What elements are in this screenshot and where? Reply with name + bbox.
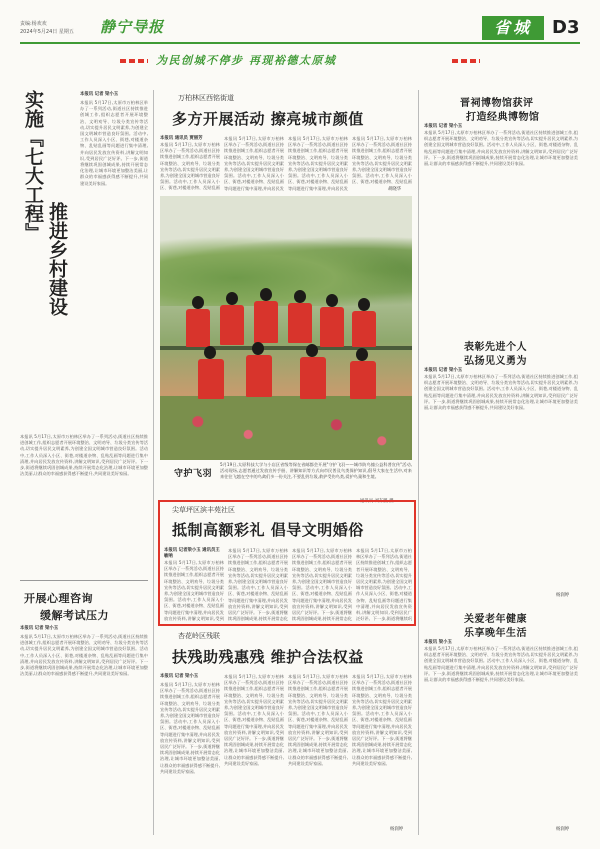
right-mid-title-a: 表彰先进个人	[464, 342, 527, 353]
left-headline-b: 推进乡村建设	[46, 202, 68, 316]
center-bottom-kicker: 杏花岭区残联	[178, 632, 220, 640]
center-top-body-2: 本报讯 5月17日,太原市万柏林区举办了一系列活动,街道社区持续推进创城工作,组织志愿者开展环境整治、文明劝导、垃圾分类宣传等活动,切实提升居民文明素养,为创建全国文明城市营造良好氛围。活动中,工作人员深入小区、街巷,对楼道杂物、乱贴乱画等问题进行集中清理,并向居民发	[224, 136, 284, 191]
center-bottom-title: 扶残助残惠残 维护合法权益	[172, 648, 364, 666]
volunteer-head	[204, 346, 216, 359]
right-mid-title-b: 弘扬见义勇为	[464, 356, 527, 367]
volunteer-shirt	[300, 357, 326, 399]
volunteer-head	[356, 348, 368, 361]
right-bottom-title-a: 关爱老年健康	[464, 614, 527, 625]
banner	[120, 50, 480, 72]
right-top-byline: 本报讯 记者 梁小玉	[424, 124, 463, 129]
photo-flowers	[160, 396, 412, 460]
right-top-body: 本报讯 5月17日,太原市万柏林区举办了一系列活动,街道社区持续推进创城工作,组织志愿者开展环境整治、文明劝导、垃圾分类宣传等活动,切实提升居民文明素养,为创建全国文明城市营造良好氛围。活动中,工作人员深入小区、街巷,对楼道杂物、乱贴乱画等问题进行集中清理,并向居民发放宣传资料,讲解文明知识,受到居民广泛好评。下一步,街道将继续巩固创城成果,持续开展常态化治理,让城市环境更加整洁美丽,让群众的幸福感获得感不断提升,共同建设美好家园。	[424, 130, 578, 167]
right-bottom-title-b: 乐享晚年生活	[464, 628, 527, 639]
left-body-1: 本报讯 5月17日,太原市万柏林区举办了一系列活动,街道社区持续推进创城工作,组织志愿者开展环境整治、文明劝导、垃圾分类宣传等活动,切实提升居民文明素养,为创建全国文明城市营造良好氛围。活动中,工作人员深入小区、街巷,对楼道杂物、乱贴乱画等问题进行集中清理,并向居民发放宣传资料,讲解文明知识,受到居民广泛好评。下一步,街道将继续巩固创城成果,持续开展常态化治理,让城市环境更加整洁美丽,让群众的幸福感获得感不断提升,共同建设美好家园。	[80, 100, 148, 186]
right-mid-byline: 本报讯 记者 梁小玉	[424, 368, 463, 373]
center-top-body-4: 本报讯 5月17日,太原市万柏林区举办了一系列活动,街道社区持续推进创城工作,组织志愿者开展环境整治、文明劝导、垃圾分类宣传等活动,切实提升居民文明素养,为创建全国文明城市营造良好氛围。活动中,工作人员深入小区、街巷,对楼道杂物、乱贴乱画	[352, 136, 412, 185]
center-mid-title: 抵制高额彩礼 倡导文明婚俗	[172, 521, 364, 539]
masthead	[20, 14, 580, 50]
center-mid-body-3: 本报讯 5月17日,太原市万柏林区举办了一系列活动,街道社区持续推进创城工作,组织志愿者开展环境整治、文明劝导、垃圾分类宣传等活动,切实提升居民文明素养,为创建全国文明城市营造良好氛围。活动中,工作人员深入小区、街巷,对楼道杂物、乱贴乱画等问题进行集中清理,并向居民发放宣传资料,讲解文明知识,受到居民广泛好评。下一步,街道将继续巩固创城成果,持续开展常态化	[292, 548, 352, 622]
center-mid-byline: 本报讯 记者梁小玉 通讯员王敏响	[164, 548, 220, 559]
column-rule-left	[153, 90, 154, 835]
volunteer-shirt	[220, 305, 244, 345]
left-bottom-byline: 本报讯 记者 梁小玉	[20, 626, 59, 631]
header-rule	[20, 42, 580, 44]
volunteer-head	[226, 292, 238, 305]
center-top-author: 胡晓华	[388, 187, 402, 192]
volunteer-shirt	[254, 301, 278, 343]
center-bottom-byline: 本报讯 记者 梁小玉	[160, 674, 199, 679]
center-mid-body-2: 本报讯 5月17日,太原市万柏林区举办了一系列活动,街道社区持续推进创城工作,组织志愿者开展环境整治、文明劝导、垃圾分类宣传等活动,切实提升居民文明素养,为创建全国文明城市营造良好氛围。活动中,工作人员深入小区、街巷,对楼道杂物、乱贴乱画等问题进行集中清理,并向居民发放宣传资料,讲解文明知识,受到居民广泛好评。下一步,街道将继续巩固创城成果,持续开展常态化	[228, 548, 288, 622]
paper-name: 静宁导报	[100, 18, 165, 36]
volunteer-shirt	[198, 359, 224, 399]
center-top-byline: 本报讯 通讯员 贾丽芳	[160, 136, 203, 141]
center-top-body-1: 本报讯 5月17日,太原市万柏林区举办了一系列活动,街道社区持续推进创城工作,组织志愿者开展环境整治、文明劝导、垃圾分类宣传等活动,切实提升居民文明素养,为创建全国文明城市营造良好氛围。活动中,工作人员深入小区、街巷,对楼道杂物、乱贴乱画	[160, 142, 220, 191]
right-mid-author: 杨润婷	[556, 593, 570, 598]
left-headline-a: 实施『七大工程』	[22, 90, 44, 242]
right-top-title-a: 晋祠博物馆获评	[460, 98, 534, 109]
right-mid-body: 本报讯 5月17日,太原市万柏林区举办了一系列活动,街道社区持续推进创城工作,组织志愿者开展环境整治、文明劝导、垃圾分类宣传等活动,切实提升居民文明素养,为创建全国文明城市营造良好氛围。活动中,工作人员深入小区、街巷,对楼道杂物、乱贴乱画等问题进行集中清理,并向居民发放宣传资料,讲解文明知识,受到居民广泛好评。下一步,街道将继续巩固创城成果,持续开展常态化治理,让城市环境更加整洁美丽,让群众的幸福感获得感不断提升,共同建设美好家园。	[424, 374, 578, 411]
volunteer-shirt	[246, 355, 272, 397]
volunteer-head	[306, 344, 318, 357]
photo-caption-text: 5月19日,太原科技大学与小店区省级等保在省邮都会开展"守护飞羽——城市防鸟撞公益科普宣传"活动,活动现场,志愿者通过发放宣传手册、讲解知识等方式向市民普及鸟类保护知识,倡导大家在生活中,对来来往往飞越在空中的鸟禽们多一份关注,不要乱扔垃圾,救护受伤鸟类,爱护鸟巢和生境。	[220, 462, 412, 480]
volunteer-shirt	[320, 307, 344, 347]
center-bottom-author: 杨润婷	[390, 827, 404, 832]
volunteers-photo	[160, 196, 412, 460]
volunteer-head	[192, 296, 204, 309]
left-divider	[20, 580, 148, 581]
left-headline	[20, 90, 70, 430]
volunteer-shirt	[350, 361, 376, 399]
center-top-title: 多方开展活动 擦亮城市颜值	[172, 110, 364, 128]
center-top-kicker: 万柏林区西铭街道	[178, 94, 234, 102]
right-bottom-body: 本报讯 5月17日,太原市万柏林区举办了一系列活动,街道社区持续推进创城工作,组织志愿者开展环境整治、文明劝导、垃圾分类宣传等活动,切实提升居民文明素养,为创建全国文明城市营造良好氛围。活动中,工作人员深入小区、街巷,对楼道杂物、乱贴乱画等问题进行集中清理,并向居民发放宣传资料,讲解文明知识,受到居民广泛好评。下一步,街道将继续巩固创城成果,持续开展常态化治理,让城市环境更加整洁美丽,让群众的幸福感获得感不断提升,共同建设美好家园。	[424, 646, 578, 683]
center-mid-body-1: 本报讯 5月17日,太原市万柏林区举办了一系列活动,街道社区持续推进创城工作,组织志愿者开展环境整治、文明劝导、垃圾分类宣传等活动,切实提升居民文明素养,为创建全国文明城市营造良好氛围。活动中,工作人员深入小区、街巷,对楼道杂物、乱贴乱画等问题进行集中清理,并向居民发放宣传资料,讲解文明知识,受到	[164, 560, 224, 621]
center-bottom-body-3: 本报讯 5月17日,太原市万柏林区举办了一系列活动,街道社区持续推进创城工作,组织志愿者开展环境整治、文明劝导、垃圾分类宣传等活动,切实提升居民文明素养,为创建全国文明城市营造良好氛围。活动中,工作人员深入小区、街巷,对楼道杂物、乱贴乱画等问题进行集中清理,并向居民发放宣传资料,讲解文明知识,受到居民广泛好评。下一步,街道将继续巩固创城成果,持续开展常态化治理,让城市环境更加整洁美丽,让群众的幸福感获得感不断提升,共同建设美好家园。	[288, 674, 348, 766]
banner-slogan: 为民创城不停步 再现裕德太原城	[156, 54, 337, 67]
volunteer-shirt	[352, 311, 376, 347]
center-mid-body-4: 本报讯 5月17日,太原市万柏林区举办了一系列活动,街道社区持续推进创城工作,组织志愿者开展环境整治、文明劝导、垃圾分类宣传等活动,切实提升居民文明素养,为创建全国文明城市营造良好氛围。活动中,工作人员深入小区、街巷,对楼道杂物、乱贴乱画等问题进行集中清理,并向居民发放宣传资料,讲解文明知识,受到居民广泛好评。下一步,街道将继续巩	[356, 548, 412, 622]
volunteer-head	[252, 342, 264, 355]
highlighted-article	[158, 500, 416, 626]
left-byline: 本报讯 记者 梁小玉	[80, 92, 119, 97]
center-mid-kicker: 尖草坪区滨丰苑社区	[172, 506, 235, 514]
volunteer-head	[294, 290, 306, 303]
center-bottom-body-2: 本报讯 5月17日,太原市万柏林区举办了一系列活动,街道社区持续推进创城工作,组织志愿者开展环境整治、文明劝导、垃圾分类宣传等活动,切实提升居民文明素养,为创建全国文明城市营造良好氛围。活动中,工作人员深入小区、街巷,对楼道杂物、乱贴乱画等问题进行集中清理,并向居民发放宣传资料,讲解文明知识,受到居民广泛好评。下一步,街道将继续巩固创城成果,持续开展常态化治理,让城市环境更加整洁美丽,让群众的幸福感获得感不断提升,共同建设美好家园。	[224, 674, 284, 766]
volunteer-head	[358, 298, 370, 311]
volunteer-head	[260, 288, 272, 301]
left-bottom-body: 本报讯 5月17日,太原市万柏林区举办了一系列活动,街道社区持续推进创城工作,组织志愿者开展环境整治、文明劝导、垃圾分类宣传等活动,切实提升居民文明素养,为创建全国文明城市营造良好氛围。活动中,工作人员深入小区、街巷,对楼道杂物、乱贴乱画等问题进行集中清理,并向居民发放宣传资料,讲解文明知识,受到居民广泛好评。下一步,街道将继续巩固创城成果,持续开展常态化治理,让城市环境更加整洁美丽,让群众的幸福感获得感不断提升,共同建设美好家园。	[20, 634, 148, 677]
center-bottom-body-4: 本报讯 5月17日,太原市万柏林区举办了一系列活动,街道社区持续推进创城工作,组织志愿者开展环境整治、文明劝导、垃圾分类宣传等活动,切实提升居民文明素养,为创建全国文明城市营造良好氛围。活动中,工作人员深入小区、街巷,对楼道杂物、乱贴乱画等问题进行集中清理,并向居民发放宣传资料,讲解文明知识,受到居民广泛好评。下一步,街道将继续巩固创城成果,持续开展常态化治理,让城市环境更加整洁美丽,让群众的幸福感获得感不断提升,共同建设美好家园。	[352, 674, 412, 766]
photo-caption-title: 守护飞羽	[174, 469, 213, 479]
volunteer-shirt	[186, 309, 210, 347]
right-bottom-byline: 本报讯 梁小玉	[424, 640, 452, 645]
section-name: 省城	[482, 16, 544, 40]
banner-stripes-right	[452, 59, 480, 63]
left-bottom-title: 开展心理咨询	[24, 592, 93, 605]
banner-stripes-left	[120, 59, 148, 63]
volunteer-shirt	[288, 303, 312, 343]
center-top-body-3: 本报讯 5月17日,太原市万柏林区举办了一系列活动,街道社区持续推进创城工作,组织志愿者开展环境整治、文明劝导、垃圾分类宣传等活动,切实提升居民文明素养,为创建全国文明城市营造良好氛围。活动中,工作人员深入小区、街巷,对楼道杂物、乱贴乱画等问题进行集中清理,并向居民发	[288, 136, 348, 191]
left-body-2: 本报讯 5月17日,太原市万柏林区举办了一系列活动,街道社区持续推进创城工作,组织志愿者开展环境整治、文明劝导、垃圾分类宣传等活动,切实提升居民文明素养,为创建全国文明城市营造良好氛围。活动中,工作人员深入小区、街巷,对楼道杂物、乱贴乱画等问题进行集中清理,并向居民发放宣传资料,讲解文明知识,受到居民广泛好评。下一步,街道将继续巩固创城成果,持续开展常态化治理,让城市环境更加整洁美丽,让群众的幸福感获得感不断提升,共同建设美好家园。	[20, 434, 148, 477]
photo-credit: 通讯员 刘东凯 摄	[360, 499, 394, 504]
editor-line: 责编:杨欢欢	[20, 21, 47, 27]
right-bottom-author: 杨润婷	[556, 827, 570, 832]
date-line: 2024年5月24日 星期五	[20, 29, 74, 35]
column-rule-right	[418, 90, 419, 835]
right-top-title-b: 打造经典博物馆	[466, 112, 540, 123]
volunteer-head	[326, 294, 338, 307]
page-number: D3	[552, 17, 580, 38]
left-bottom-subtitle: 缓解考试压力	[40, 609, 109, 622]
center-bottom-body-1: 本报讯 5月17日,太原市万柏林区举办了一系列活动,街道社区持续推进创城工作,组织志愿者开展环境整治、文明劝导、垃圾分类宣传等活动,切实提升居民文明素养,为创建全国文明城市营造良好氛围。活动中,工作人员深入小区、街巷,对楼道杂物、乱贴乱画等问题进行集中清理,并向居民发放宣传资料,讲解文明知识,受到居民广泛好评。下一步,街道将继续巩固创城成果,持续开展常态化治理,让城市环境更加整洁美丽,让群众的幸福感获得感不断提升,共同建设美好家园。	[160, 682, 220, 774]
